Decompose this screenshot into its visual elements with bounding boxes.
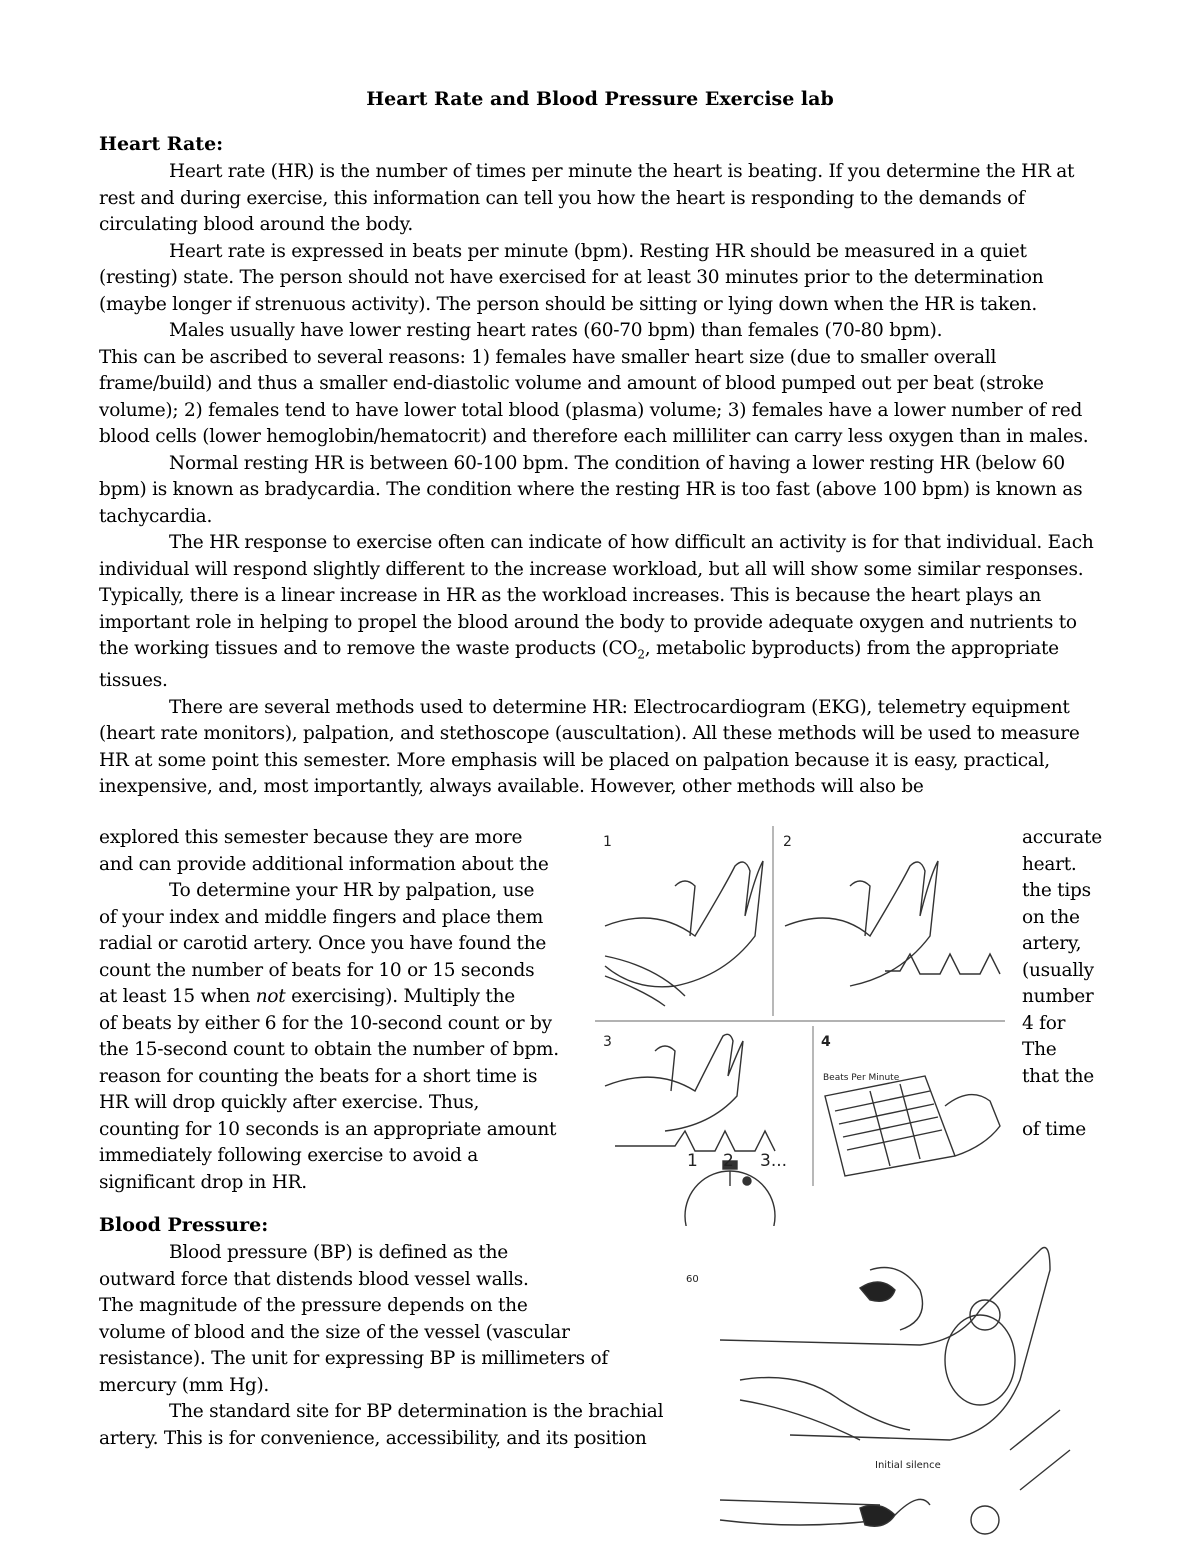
wrap-line bbox=[99, 984, 579, 1011]
blood-pressure-illustration bbox=[680, 1230, 1080, 1550]
hr-paragraph-sex-difference-intro: Males usually have lower resting heart rates (60-70 bpm) than females (70-80 bpm). bbox=[169, 320, 943, 341]
hr-paragraph-methods: There are several methods used to determine HR: Electrocardiogram (EKG), telemetry equipment (heart rate monitors), palpation, and stethoscope (auscultation). All these methods will be used to measure HR at some point this semester. More emphasis will be placed on palpation because it is easy, practical, inexpensive, and, most importantly, always available. However, other methods will also be bbox=[99, 696, 1080, 798]
page-title: Heart Rate and Blood Pressure Exercise lab bbox=[366, 88, 834, 110]
panel-label: 1 bbox=[603, 834, 612, 850]
bp-line: resistance). The unit for expressing BP is millimeters of bbox=[99, 1348, 609, 1369]
wrap-line: explored this semester because they are more bbox=[99, 827, 523, 848]
bp-line: Blood pressure (BP) is defined as the bbox=[169, 1242, 508, 1263]
wrap-right-word: artery, bbox=[1022, 933, 1082, 954]
heart-rate-heading: Heart Rate: bbox=[99, 133, 224, 155]
wrap-line: counting for 10 seconds is an appropriate amount bbox=[99, 1118, 557, 1140]
wrap-right-word: on the bbox=[1022, 906, 1080, 928]
wrap-line: To determine your HR by palpation, use bbox=[169, 880, 535, 901]
wrap-line: immediately following exercise to avoid a bbox=[99, 1145, 478, 1166]
blood-pressure-heading: Blood Pressure: bbox=[99, 1214, 269, 1236]
wrap-line: reason for counting the beats for a short time is bbox=[99, 1065, 538, 1087]
wrap-right-word bbox=[1022, 1090, 1102, 1117]
wrap-right-word: heart. bbox=[1022, 853, 1077, 875]
bp-line: The standard site for BP determination is the brachial bbox=[169, 1401, 664, 1422]
hr-paragraph-exercise-response bbox=[99, 530, 1099, 695]
bp-line: volume of blood and the size of the vessel (vascular bbox=[99, 1321, 570, 1343]
heart-rate-body bbox=[99, 159, 1099, 801]
wrap-line7-suffix: exercising). Multiply the bbox=[291, 986, 515, 1007]
panel-label: 2 bbox=[783, 834, 792, 850]
hr-exercise-text-a: The HR response to exercise often can indicate of how difficult an activity is for that individual. Each individual will respond slightly different to the increase workload, but all will show some similar responses. Typically, there is a linear increase in HR as the workload increases. This is because the heart plays an important role in helping to propel the blood around the body to provide adequate oxygen and nutrients to the working tissues and to remove the waste products (CO bbox=[99, 532, 1094, 659]
chart-header-label: Beats Per Minute bbox=[823, 1073, 900, 1083]
wrap-line: and can provide additional information about the bbox=[99, 853, 549, 875]
wrap-line: HR will drop quickly after exercise. Thus, bbox=[99, 1092, 480, 1113]
wrap-line: the 15-second count to obtain the number of bpm. bbox=[99, 1039, 559, 1060]
hr-paragraph-normal-range: Normal resting HR is between 60-100 bpm. The condition of having a lower resting HR (below 60 bpm) is known as bradycardia. The condition where the resting HR is too fast (above 100 bpm) is known as tachycardia. bbox=[99, 452, 1083, 527]
wrap-line7-italic: not bbox=[255, 986, 286, 1007]
wrap-right-word: (usually bbox=[1022, 959, 1094, 981]
palpation-illustration bbox=[595, 826, 1015, 1226]
wrap-right-word: that the bbox=[1022, 1065, 1094, 1087]
hr-paragraph-definition: Heart rate (HR) is the number of times per minute the heart is beating. If you determine the HR at rest and during exercise, this information can tell you how the heart is responding to the demands of circulating blood around the body. bbox=[99, 161, 1075, 235]
wrap-right-word: of time bbox=[1022, 1118, 1086, 1140]
hr-paragraph-measurement: Heart rate is expressed in beats per minute (bpm). Resting HR should be measured in a quiet (resting) state. The person should not have exercised for at least 30 minutes prior to the determination (maybe longer if strenuous activity). The person should be sitting or lying down when the HR is taken. bbox=[99, 240, 1044, 315]
panel-label: 4 bbox=[821, 1034, 831, 1050]
wrap-right-word: number bbox=[1022, 986, 1094, 1007]
wrap-right-word: 4 for bbox=[1022, 1012, 1066, 1034]
count-label: 2 bbox=[723, 1151, 734, 1171]
bp-line: mercury (mm Hg). bbox=[99, 1374, 270, 1396]
wrap-line: significant drop in HR. bbox=[99, 1171, 307, 1193]
count-label: 1 bbox=[687, 1151, 698, 1171]
wrap-right-word: the tips bbox=[1022, 880, 1091, 901]
bp-line: artery. This is for convenience, accessibility, and its position bbox=[99, 1427, 647, 1449]
panel-label: 3 bbox=[603, 1034, 612, 1050]
wrap-line: radial or carotid artery. Once you have found the bbox=[99, 933, 547, 954]
wrap-line: of your index and middle fingers and place them bbox=[99, 906, 544, 928]
wrap-line: count the number of beats for 10 or 15 seconds bbox=[99, 959, 535, 981]
palpation-wrapped-text bbox=[99, 825, 579, 1196]
palpation-wrapped-text-right bbox=[1022, 825, 1102, 1143]
bp-line: outward force that distends blood vessel walls. bbox=[99, 1268, 529, 1290]
wrap-line7-prefix: at least 15 when bbox=[99, 986, 256, 1007]
hr-paragraph-sex-difference-reasons: This can be ascribed to several reasons: 1) females have smaller heart size (due to smaller overall frame/build) and thus a smaller end-diastolic volume and amount of blood pumped out per beat (stroke volume); 2) females tend to have lower total blood (plasma) volume; 3) females have a lower number of red blood cells (lower hemoglobin/hematocrit) and therefore each milliliter can carry less oxygen than in males. bbox=[99, 346, 1089, 447]
blood-pressure-body bbox=[99, 1240, 699, 1452]
wrap-line: of beats by either 6 for the 10-second count or by bbox=[99, 1012, 552, 1034]
wrap-right-word: The bbox=[1022, 1039, 1057, 1060]
wrap-right-word: accurate bbox=[1022, 827, 1102, 848]
bp-caption: Initial silence bbox=[875, 1460, 941, 1471]
hr-exercise-text-b: , metabolic byproducts) from the appropriate tissues. bbox=[99, 638, 1059, 692]
co2-subscript: 2 bbox=[637, 647, 645, 662]
bp-line: The magnitude of the pressure depends on the bbox=[99, 1295, 528, 1316]
dial-label: 60 bbox=[686, 1274, 699, 1285]
count-label: 3... bbox=[760, 1151, 788, 1171]
